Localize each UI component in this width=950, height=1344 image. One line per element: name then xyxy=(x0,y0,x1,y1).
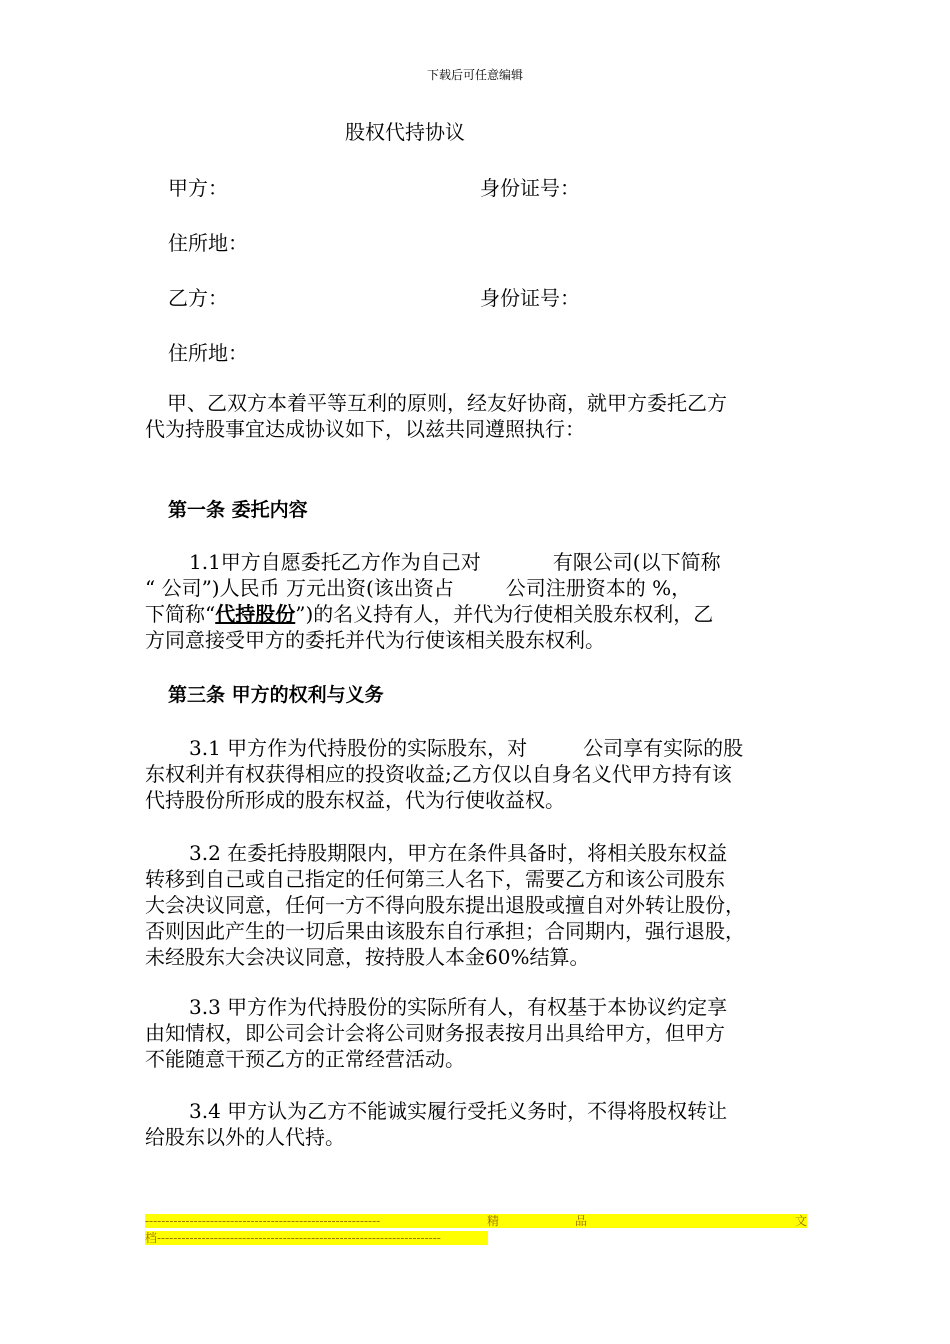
text-fragment: 公司注册资本的 %， xyxy=(505,576,692,600)
text-fragment: 1.1甲方自愿委托乙方作为自己对 xyxy=(189,550,481,574)
party-b-address-label: 住所地： xyxy=(168,341,248,365)
footer-dashes: ---------------------------------------------------------- xyxy=(145,1214,381,1228)
clause-line: 否则因此产生的一切后果由该股东自行承担；合同期内，强行退股， xyxy=(145,919,745,943)
clause-line: 3.2 在委托持股期限内，甲方在条件具备时，将相关股东权益 xyxy=(189,841,728,865)
party-a-label: 甲方： xyxy=(168,176,228,200)
article1-line: 方同意接受甲方的委托并代为行使该相关股东权利。 xyxy=(145,628,605,652)
document-title: 股权代持协议 xyxy=(345,120,465,144)
party-a-address-label: 住所地： xyxy=(168,231,248,255)
footer-watermark xyxy=(145,1214,807,1248)
footer-row xyxy=(145,1231,807,1248)
footer-char: 品 xyxy=(575,1214,588,1228)
text-fragment: 3.1 甲方作为代持股份的实际股东，对 xyxy=(189,736,528,760)
clause-3-2 xyxy=(145,840,815,970)
clause-line: 东权利并有权获得相应的投资收益;乙方仅以自身名义代甲方持有该 xyxy=(145,762,732,786)
text-fragment: ”)的名义持有人，并代为行使相关股东权利，乙 xyxy=(295,602,714,626)
clause-line: 给股东以外的人代持。 xyxy=(145,1125,345,1149)
clause-line: 代持股份所形成的股东权益，代为行使收益权。 xyxy=(145,788,565,812)
footer-row xyxy=(145,1214,807,1228)
party-a-id-label: 身份证号： xyxy=(480,176,580,200)
intro-paragraph xyxy=(145,390,815,442)
text-fragment: 有限公司(以下简称 xyxy=(552,550,721,574)
article1-line xyxy=(145,549,815,575)
party-b-label: 乙方： xyxy=(168,286,228,310)
clause-3-4 xyxy=(145,1098,815,1150)
clause-line xyxy=(145,735,815,761)
party-b-id-label: 身份证号： xyxy=(480,286,580,310)
clause-line: 大会决议同意，任何一方不得向股东提出退股或擅自对外转让股份， xyxy=(145,893,745,917)
clause-3-1 xyxy=(145,735,815,813)
text-fragment: “ 公司”)人民币 万元出资(该出资占 xyxy=(145,576,454,600)
clause-line: 3.4 甲方认为乙方不能诚实履行受托义务时，不得将股权转让 xyxy=(189,1099,728,1123)
intro-line: 甲、乙双方本着平等互利的原则，经友好协商，就甲方委托乙方 xyxy=(167,391,727,415)
article1-line xyxy=(145,575,815,601)
clause-line: 3.3 甲方作为代持股份的实际所有人，有权基于本协议约定享 xyxy=(189,995,728,1019)
text-fragment: 公司享有实际的股 xyxy=(583,736,744,760)
clause-line: 由知情权，即公司会计会将公司财务报表按月出具给甲方，但甲方 xyxy=(145,1021,725,1045)
article3-heading: 第三条 甲方的权利与义务 xyxy=(168,684,384,706)
footer-char: 精 xyxy=(487,1214,500,1228)
article1-paragraph xyxy=(145,549,815,653)
text-fragment: 下简称“ xyxy=(145,602,216,626)
header-note: 下载后可任意编辑 xyxy=(426,68,523,82)
held-shares-term: 代持股份 xyxy=(215,602,296,626)
article1-line xyxy=(145,601,815,627)
clause-line: 不能随意干预乙方的正常经营活动。 xyxy=(145,1047,465,1071)
footer-line2: 档---------------------------------------------------------------------- xyxy=(145,1231,488,1245)
clause-line: 转移到自己或自己指定的任何第三人名下，需要乙方和该公司股东 xyxy=(145,867,725,891)
clause-line: 未经股东大会决议同意，按持股人本金60%结算。 xyxy=(145,945,590,969)
intro-line: 代为持股事宜达成协议如下，以兹共同遵照执行： xyxy=(145,417,585,441)
clause-3-3 xyxy=(145,994,815,1072)
footer-char: 文 xyxy=(794,1214,807,1228)
article1-heading: 第一条 委托内容 xyxy=(168,499,308,521)
